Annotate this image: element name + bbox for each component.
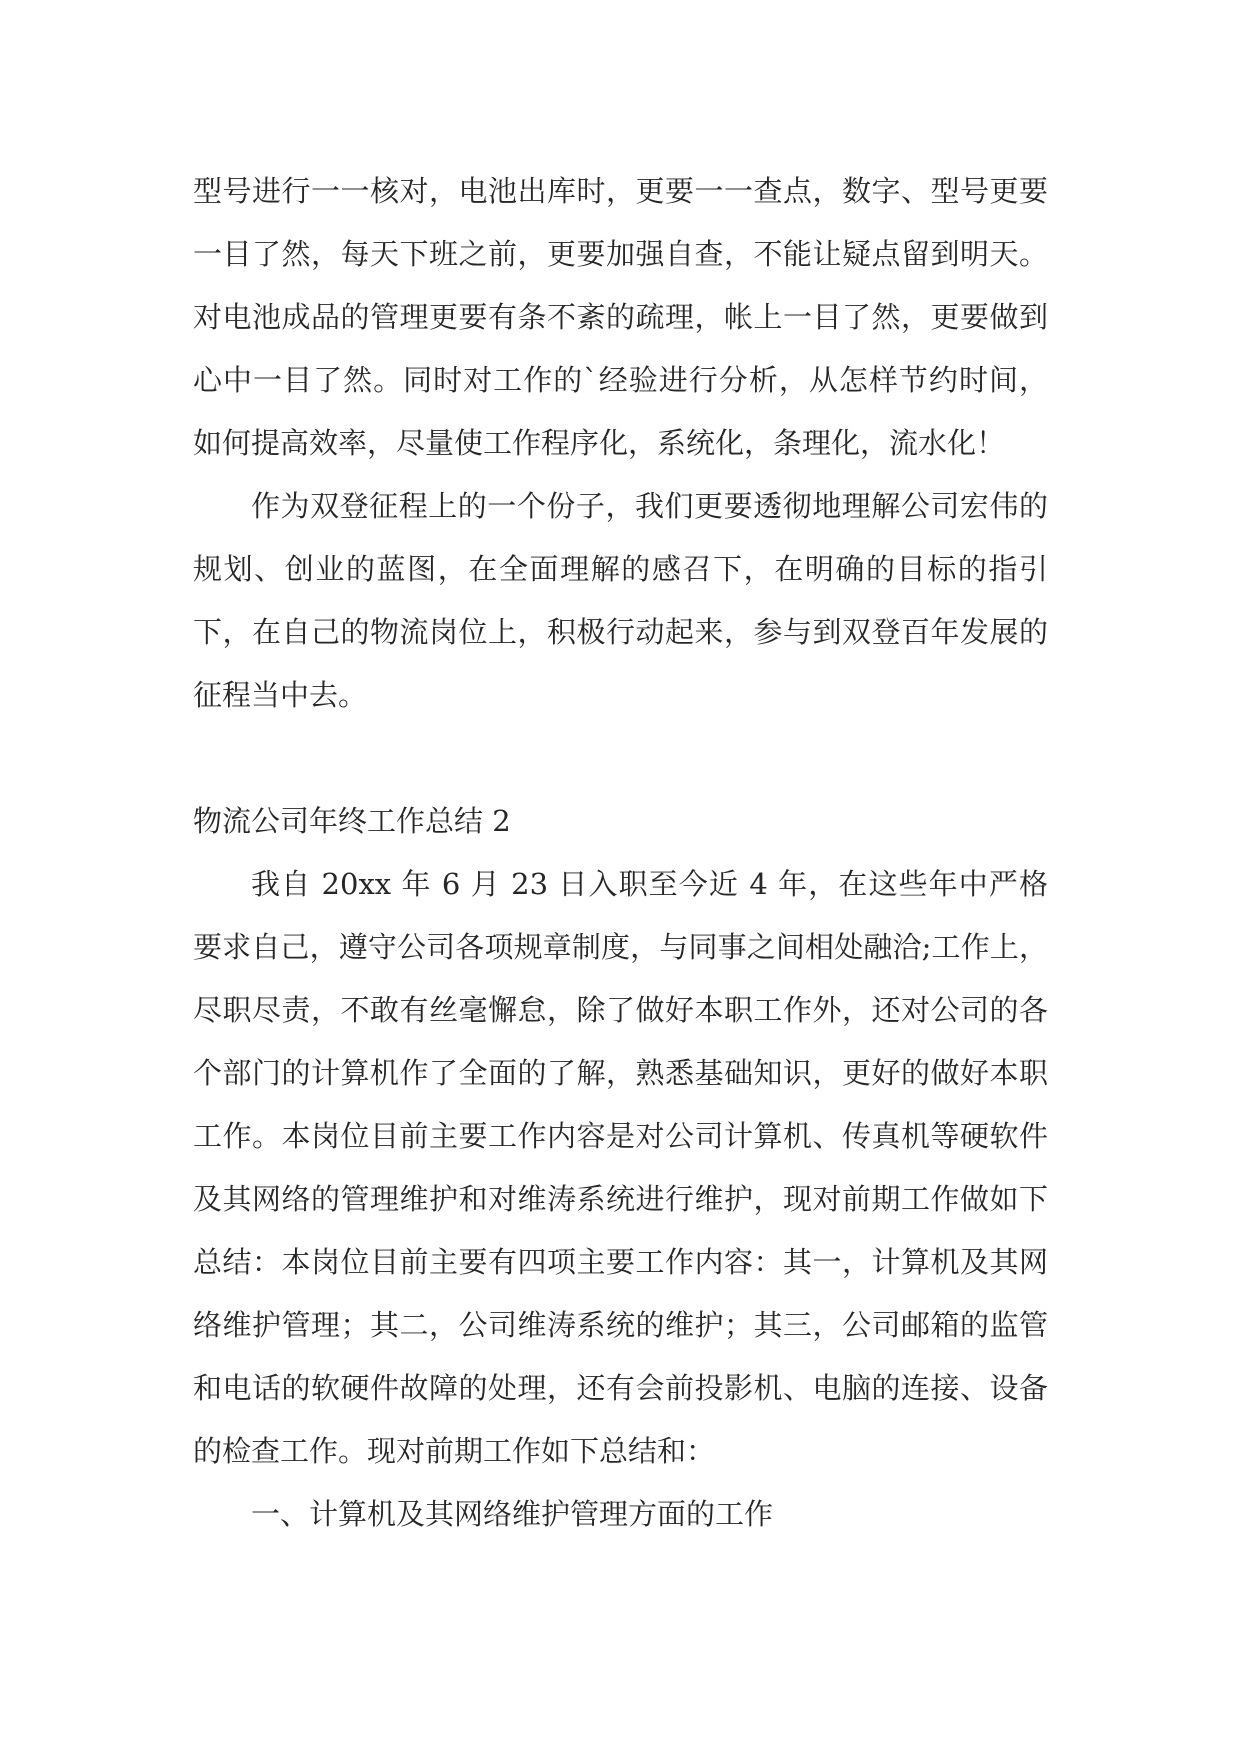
document-body bbox=[193, 160, 1048, 1546]
paragraph: 作为双登征程上的一个份子，我们更要透彻地理解公司宏伟的规划、创业的蓝图，在全面理解的感召下，在明确的目标的指引下，在自己的物流岗位上，积极行动起来，参与到双登百年发展的征程当中去。 bbox=[193, 489, 1048, 712]
paragraph-continued: 型号进行一一核对，电池出库时，更要一一查点，数字、型号更要一目了然，每天下班之前，更要加强自查，不能让疑点留到明天。对电池成品的管理更要有条不紊的疏理，帐上一目了然，更要做到心中一目了然。同时对工作的`经验进行分析，从怎样节约时间，如何提高效率，尽量使工作程序化，系统化，条理化，流水化！ bbox=[193, 174, 1048, 460]
subheading: 一、计算机及其网络维护管理方面的工作 bbox=[251, 1497, 774, 1531]
section-title: 物流公司年终工作总结 2 bbox=[193, 804, 511, 838]
paragraph: 我自 20xx 年 6 月 23 日入职至今近 4 年，在这些年中严格要求自己，遵守公司各项规章制度，与同事之间相处融洽;工作上，尽职尽责，不敢有丝毫懈怠，除了做好本职工作外，还对公司的各个部门的计算机作了全面的了解，熟悉基础知识，更好的做好本职工作。本岗位目前主要工作内容是对公司计算机、传真机等硬软件及其网络的管理维护和对维涛系统进行维护，现对前期工作做如下总结：本岗位目前主要有四项主要工作内容：其一，计算机及其网络维护管理；其二，公司维涛系统的维护；其三，公司邮箱的监管和电话的软硬件故障的处理，还有会前投影机、电脑的连接、设备的检查工作。现对前期工作如下总结和： bbox=[193, 867, 1048, 1468]
